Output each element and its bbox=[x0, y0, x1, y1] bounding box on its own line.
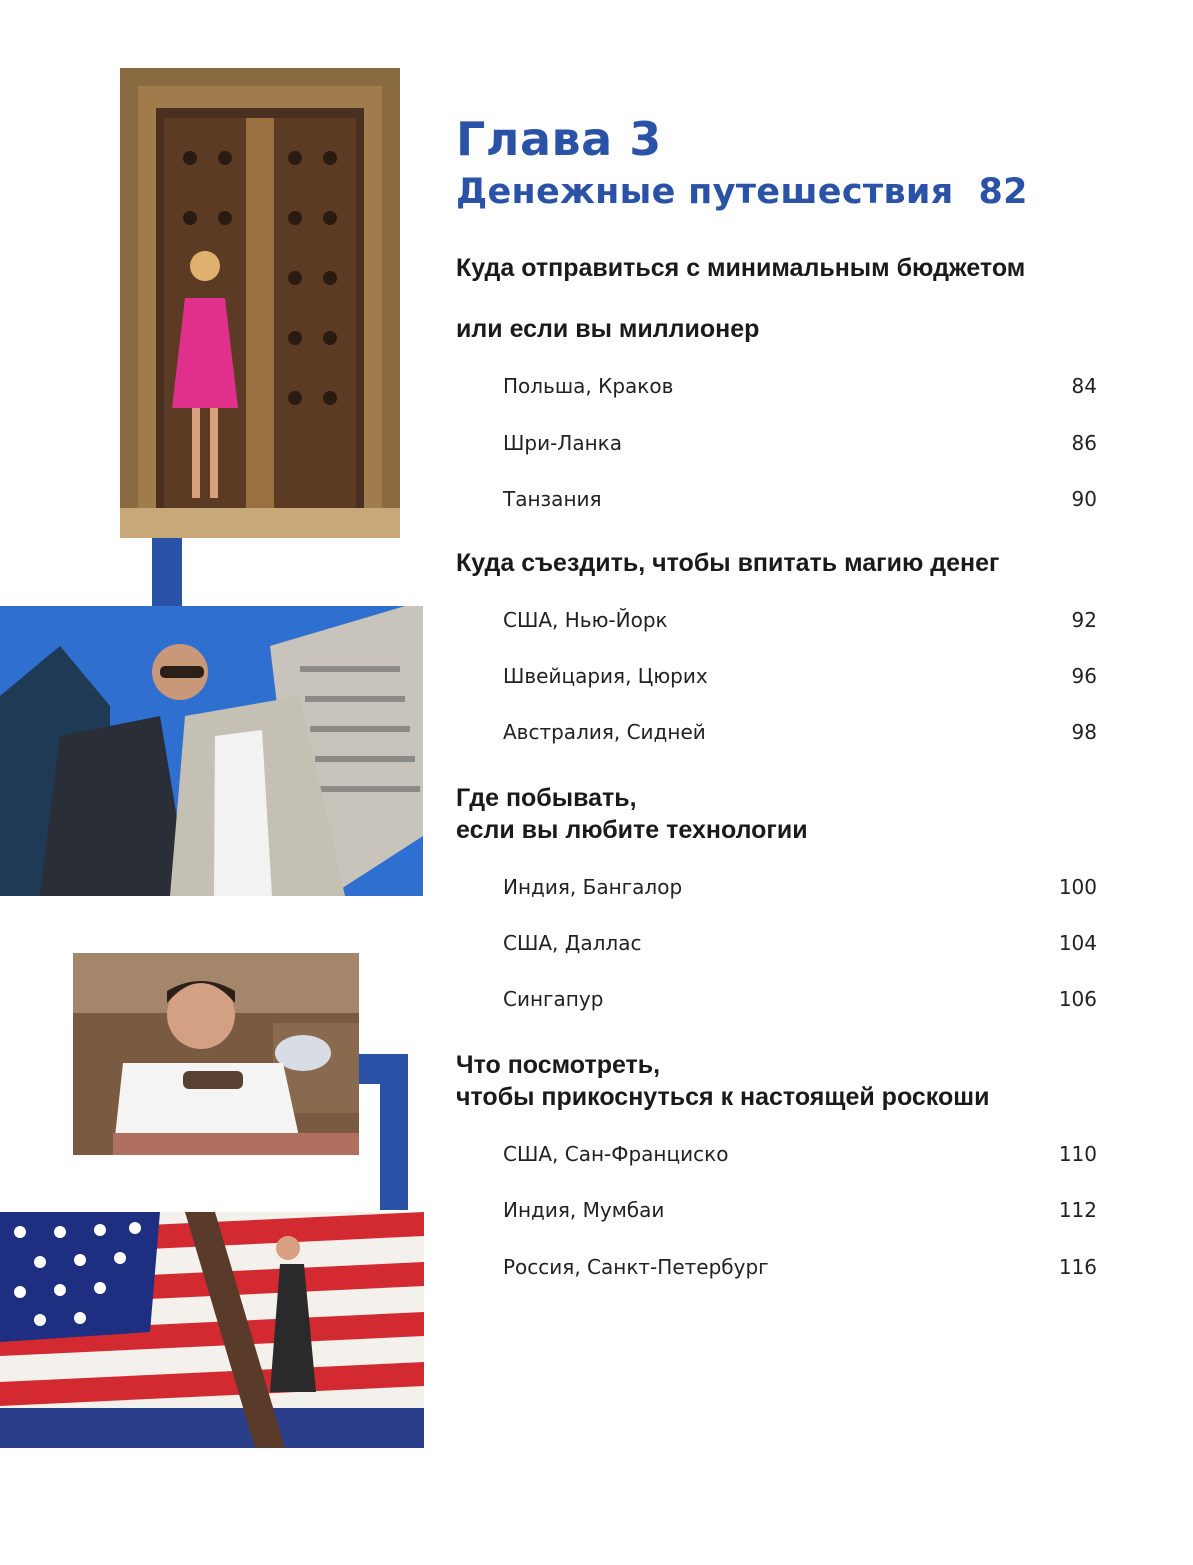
section-heading: чтобы прикоснуться к настоящей роскоши bbox=[456, 1083, 990, 1111]
toc-entry-page: 104 bbox=[1058, 931, 1097, 955]
photo-carved-door bbox=[120, 68, 400, 538]
toc-entry[interactable] bbox=[503, 431, 1097, 455]
toc-entry-page: 112 bbox=[1058, 1198, 1097, 1222]
toc-entry-page: 98 bbox=[1071, 720, 1097, 744]
toc-entry-place: Шри-Ланка bbox=[503, 431, 623, 455]
photo-watches bbox=[73, 953, 359, 1155]
toc-entry-page: 84 bbox=[1071, 374, 1097, 398]
toc-entry-place: США, Сан-Франциско bbox=[503, 1142, 729, 1166]
toc-entry[interactable] bbox=[503, 664, 1097, 688]
toc-entry[interactable] bbox=[503, 931, 1097, 955]
toc-entry[interactable] bbox=[503, 875, 1097, 899]
toc-entry-page: 92 bbox=[1071, 608, 1097, 632]
toc-entry-page: 90 bbox=[1071, 487, 1097, 511]
toc-entry-page: 100 bbox=[1058, 875, 1097, 899]
chapter-title: Денежные путешествия 82 bbox=[456, 172, 1028, 212]
toc-entry-page: 116 bbox=[1058, 1255, 1097, 1279]
toc-entry-place: Польша, Краков bbox=[503, 374, 674, 398]
section-heading: или если вы миллионер bbox=[456, 315, 760, 343]
toc-entry[interactable] bbox=[503, 374, 1097, 398]
connector-bar bbox=[380, 1054, 408, 1210]
photo-flag-wall bbox=[0, 1212, 424, 1448]
toc-entry-place: США, Даллас bbox=[503, 931, 642, 955]
toc-entry-place: Австралия, Сидней bbox=[503, 720, 706, 744]
section-heading: Куда отправиться с минимальным бюджетом bbox=[456, 254, 1026, 282]
toc-entry-place: Россия, Санкт-Петербург bbox=[503, 1255, 769, 1279]
toc-entry-page: 96 bbox=[1071, 664, 1097, 688]
chapter-label: Глава 3 bbox=[456, 112, 662, 166]
section-heading: Где побывать, bbox=[456, 784, 637, 812]
toc-entry[interactable] bbox=[503, 1255, 1097, 1279]
section-heading: Куда съездить, чтобы впитать магию денег bbox=[456, 549, 1000, 577]
toc-entry[interactable] bbox=[503, 987, 1097, 1011]
toc-entry[interactable] bbox=[503, 487, 1097, 511]
toc-entry[interactable] bbox=[503, 720, 1097, 744]
toc-entry-place: Швейцария, Цюрих bbox=[503, 664, 708, 688]
section-heading: если вы любите технологии bbox=[456, 816, 808, 844]
toc-entry-page: 110 bbox=[1058, 1142, 1097, 1166]
connector-bar bbox=[152, 538, 182, 606]
toc-entry[interactable] bbox=[503, 1142, 1097, 1166]
toc-entry-place: Сингапур bbox=[503, 987, 604, 1011]
section-heading: Что посмотреть, bbox=[456, 1051, 661, 1079]
toc-entry[interactable] bbox=[503, 608, 1097, 632]
toc-entry-page: 86 bbox=[1071, 431, 1097, 455]
photo-new-york bbox=[0, 606, 423, 896]
toc-entry-page: 106 bbox=[1058, 987, 1097, 1011]
toc-entry[interactable] bbox=[503, 1198, 1097, 1222]
toc-entry-place: Индия, Мумбаи bbox=[503, 1198, 665, 1222]
toc-entry-place: Танзания bbox=[503, 487, 602, 511]
toc-entry-place: США, Нью-Йорк bbox=[503, 608, 668, 632]
toc-entry-place: Индия, Бангалор bbox=[503, 875, 683, 899]
